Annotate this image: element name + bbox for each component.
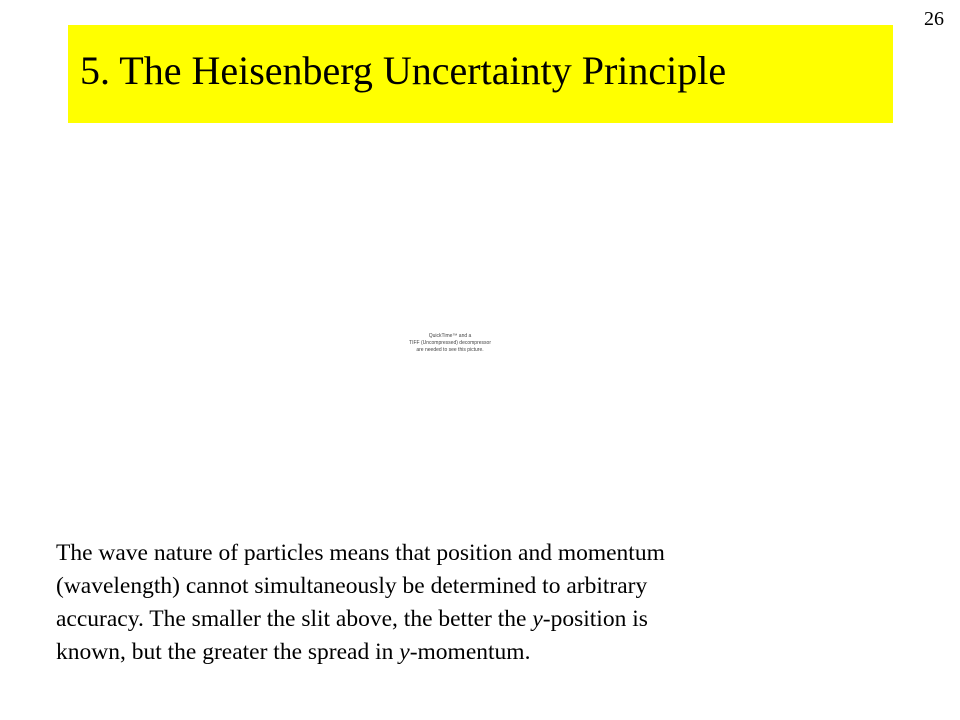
slide-title: 5. The Heisenberg Uncertainty Principle xyxy=(80,48,727,93)
placeholder-line-3: are needed to see this picture. xyxy=(416,346,484,353)
placeholder-line-1: QuickTime™ and a xyxy=(428,333,472,339)
body-line-1: The wave nature of particles means that position and momentum xyxy=(56,540,665,566)
body-line-4-start: known, but the greater the spread in xyxy=(56,639,400,665)
variable-y: y xyxy=(399,639,410,665)
body-line-2: (wavelength) cannot simultaneously be determined to arbitrary xyxy=(56,573,648,599)
missing-picture-placeholder xyxy=(380,333,520,353)
slide-number: 26 xyxy=(924,8,944,30)
variable-y: y xyxy=(532,606,543,632)
body-line-4 xyxy=(56,636,916,669)
body-paragraph xyxy=(56,537,916,669)
body-line-3-start: accuracy. The smaller the slit above, the better the xyxy=(56,606,533,632)
title-bar xyxy=(68,25,893,123)
body-line-4-end: -momentum. xyxy=(409,639,531,665)
body-line-3 xyxy=(56,603,916,636)
placeholder-line-2: TIFF (Uncompressed) decompressor xyxy=(409,339,491,346)
body-line-3-end: -position is xyxy=(542,606,648,632)
